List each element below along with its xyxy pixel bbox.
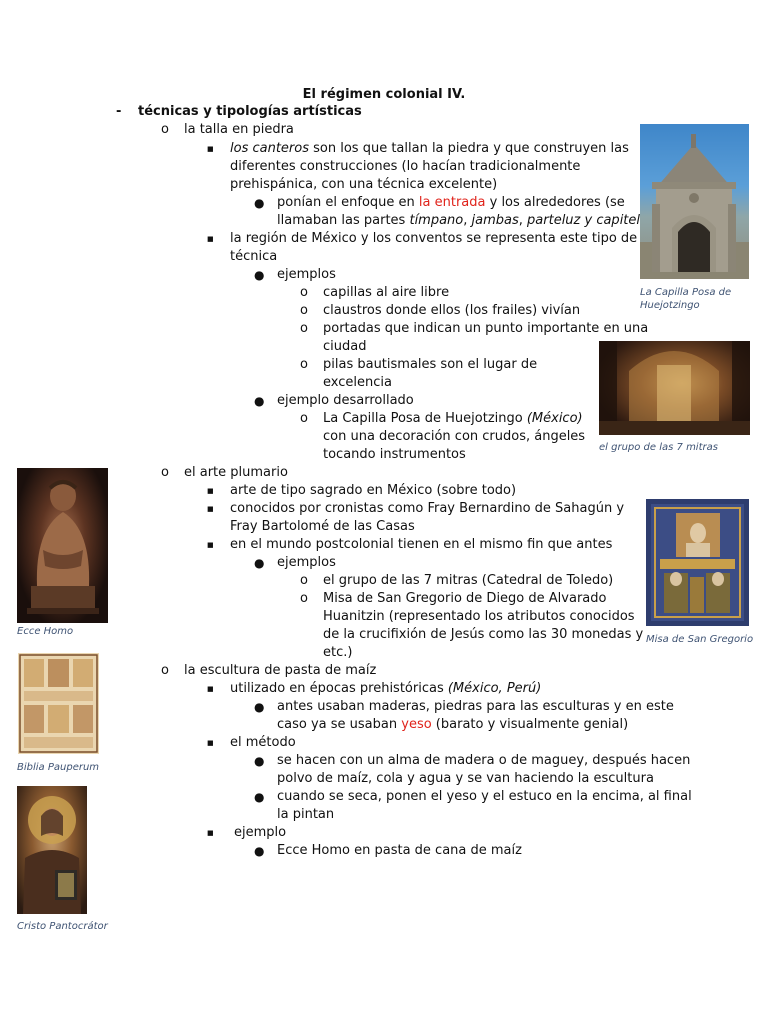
pasta-utilizado-text: utilizado en épocas prehistóricas	[230, 681, 448, 696]
biblia-caption: Biblia Pauperum	[17, 762, 100, 773]
enfoque-line-2	[277, 212, 645, 230]
antes-text-b: (barato y visualmente genial)	[431, 717, 629, 732]
antes-line-2	[277, 716, 628, 734]
section-heading: técnicas y tipologías artísticas	[138, 104, 362, 119]
square-bullet: ■	[207, 235, 214, 243]
posa-line-2: con una decoración con crudos, ángeles	[323, 429, 586, 444]
example-item-cont: Huanitzin (representado los atributos conocidos	[323, 609, 635, 624]
square-bullet: ■	[207, 145, 214, 153]
metodo-step: se hacen con un alma de madera o de maguey, después hacen	[277, 753, 691, 768]
example-item-cont: etc.)	[323, 645, 353, 660]
posa-text: La Capilla Posa de Huejotzingo	[323, 411, 527, 426]
biblia-pauperum-drawing	[18, 653, 99, 754]
plumario-point: conocidos por cronistas como Fray Bernardino de Sahagún y	[230, 501, 625, 516]
biblia-pauperum-image	[18, 653, 99, 754]
square-bullet: ■	[207, 739, 214, 747]
dot-bullet: ●	[254, 844, 265, 858]
subsection-talla: la talla en piedra	[184, 122, 294, 137]
enfoque-text-a: ponían el enfoque en	[277, 195, 419, 210]
square-bullet: ■	[207, 685, 214, 693]
canteros-line-3: prehispánica, con una técnica excelente)	[230, 177, 498, 192]
siete-mitras-drawing	[599, 341, 750, 435]
canteros-line-2: diferentes construcciones (lo hacían tradicionalmente	[230, 159, 581, 174]
posa-country: (México)	[526, 411, 583, 426]
square-bullet: ■	[207, 541, 214, 549]
dot-bullet: ●	[254, 700, 265, 714]
example-item-cont: excelencia	[323, 375, 392, 390]
partes-text: llamaban las partes	[277, 213, 410, 228]
partes-sep-1: ,	[463, 213, 472, 228]
example-item: el grupo de las 7 mitras (Catedral de Toledo)	[323, 573, 614, 588]
square-bullet: ■	[207, 829, 214, 837]
ecce-homo-drawing	[17, 468, 108, 623]
antes-text-a: caso ya se usaban	[277, 717, 402, 732]
example-item: claustros donde ellos (los frailes) vivían	[323, 303, 581, 318]
ejemplo-label: ejemplo	[234, 825, 287, 840]
circle-bullet: o	[300, 573, 308, 588]
example-item-cont: ciudad	[323, 339, 367, 354]
circle-bullet: o	[300, 591, 308, 606]
partes-sep-2: ,	[518, 213, 528, 228]
metodo-step-cont: polvo de maíz, cola y agua y se van haciendo la escultura	[277, 771, 654, 786]
example-item: Misa de San Gregorio de Diego de Alvarado	[323, 591, 607, 606]
plumario-point: en el mundo postcolonial tienen en el mismo fin que antes	[230, 537, 613, 552]
circle-bullet: o	[300, 411, 308, 426]
siete-mitras-image	[599, 341, 750, 435]
plumario-point-cont: Fray Bartolomé de las Casas	[230, 519, 415, 534]
capilla-caption-line-1: La Capilla Posa de	[640, 287, 732, 298]
enfoque-highlight: la entrada	[418, 195, 486, 210]
canteros-line-1	[230, 140, 629, 158]
metodo-step-cont: la pintan	[277, 807, 335, 822]
square-bullet: ■	[207, 505, 214, 513]
dash-bullet: -	[116, 104, 122, 119]
region-line-2: técnica	[230, 249, 278, 264]
partes-term-1: tímpano	[409, 213, 464, 228]
antes-line-1: antes usaban maderas, piedras para las esculturas y en este	[277, 699, 674, 714]
cristo-pantocrator-drawing	[17, 786, 87, 914]
yeso-highlight: yeso	[401, 717, 432, 732]
circle-bullet: o	[300, 357, 308, 372]
example-item: capillas al aire libre	[323, 285, 450, 300]
capilla-posa-image	[640, 124, 749, 279]
subsection-plumario: el arte plumario	[184, 465, 288, 480]
misa-caption: Misa de San Gregorio	[646, 634, 754, 645]
example-item-cont: de la crucifixión de Jesús como las 30 monedas y	[323, 627, 644, 642]
ejemplos-label: ejemplos	[277, 555, 336, 570]
misa-san-gregorio-image	[646, 499, 749, 626]
canteros-text: son los que tallan la piedra y que construyen las	[309, 141, 629, 156]
capilla-posa-drawing	[640, 124, 749, 279]
posa-line-1	[323, 410, 583, 428]
example-item: pilas bautismales son el lugar de	[323, 357, 538, 372]
circle-bullet: o	[300, 321, 308, 336]
dot-bullet: ●	[254, 394, 265, 408]
capilla-caption-line-2: Huejotzingo	[640, 300, 700, 311]
dot-bullet: ●	[254, 196, 265, 210]
enfoque-line-1	[277, 194, 625, 212]
cristo-pantocrator-image	[17, 786, 87, 914]
document-title: El régimen colonial IV.	[302, 87, 466, 102]
pasta-utilizado-places: (México, Perú)	[447, 681, 542, 696]
ecce-homo-image	[17, 468, 108, 623]
dot-bullet: ●	[254, 268, 265, 282]
circle-bullet: o	[161, 122, 169, 137]
circle-bullet: o	[300, 285, 308, 300]
enfoque-text-b: y los alrededores (se	[485, 195, 625, 210]
example-item: portadas que indican un punto importante en una	[323, 321, 649, 336]
pasta-utilizado	[230, 680, 541, 698]
circle-bullet: o	[300, 303, 308, 318]
metodo-step: cuando se seca, ponen el yeso y el estuco en la encima, al final	[277, 789, 692, 804]
dot-bullet: ●	[254, 790, 265, 804]
ejemplos-label: ejemplos	[277, 267, 336, 282]
circle-bullet: o	[161, 663, 169, 678]
canteros-term: los canteros	[230, 141, 309, 156]
plumario-point: arte de tipo sagrado en México (sobre todo)	[230, 483, 517, 498]
misa-san-gregorio-drawing	[646, 499, 749, 626]
circle-bullet: o	[161, 465, 169, 480]
desarrollado-label: ejemplo desarrollado	[277, 393, 414, 408]
region-line-1: la región de México y los conventos se representa este tipo de	[230, 231, 638, 246]
subsection-pasta: la escultura de pasta de maíz	[184, 663, 377, 678]
partes-term-3: parteluz y capitel	[527, 213, 641, 228]
metodo-label: el método	[230, 735, 296, 750]
dot-bullet: ●	[254, 556, 265, 570]
ecce-example: Ecce Homo en pasta de cana de maíz	[277, 843, 522, 858]
siete-mitras-caption: el grupo de las 7 mitras	[599, 442, 718, 453]
square-bullet: ■	[207, 487, 214, 495]
dot-bullet: ●	[254, 754, 265, 768]
posa-line-3: tocando instrumentos	[323, 447, 466, 462]
cristo-caption: Cristo Pantocrátor	[17, 921, 108, 932]
partes-term-2: jambas	[471, 213, 519, 228]
ecce-homo-caption: Ecce Homo	[17, 626, 74, 637]
